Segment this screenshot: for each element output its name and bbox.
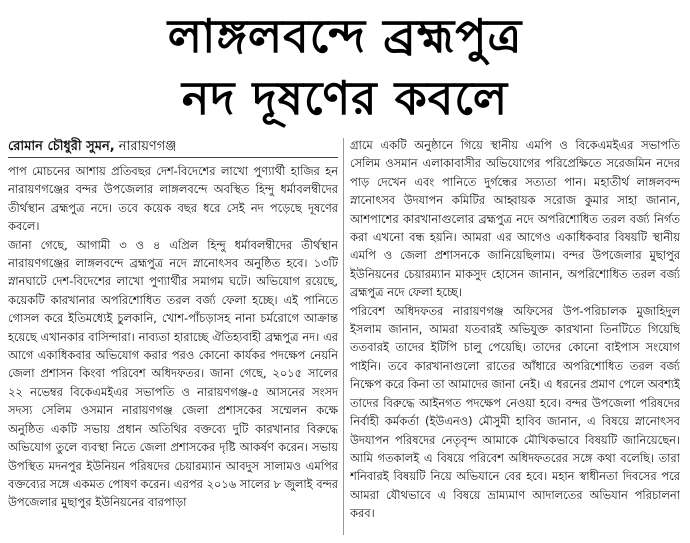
article-column-right [350,136,680,537]
article-column-left [8,162,338,537]
article-paragraph: জানা গেছে, আগামী ৩ ও ৪ এপ্রিল হিন্দু ধর্মাবলম্বীদের তীর্থস্থান নারায়ণগঞ্জের লাঙ্গলবন্দে ব্রহ্মপুত্র নদে স্নানোৎসব অনুষ্ঠিত হবে। ১৩টি স্নানঘাটে দেশ-বিদেশের লাখো পুণ্যার্থীর সমাগম ঘটে। অভিযোগ রয়েছে, কয়েকটি কারখানার অপরিশোধিত তরল বর্জ্য ফেলা হচ্ছে। এই পানিতে গোসল করে ইতিমধ্যেই চুলকানি, খোশ-পাঁচড়াসহ নানা চর্মরোগে আক্রান্ত হয়েছে এখানকার বাসিন্দারা। নাব্যতা হারাচ্ছে ঐতিহ্যবাহী ব্রহ্মপুত্র নদ। এর আগে একাধিকবার অভিযোগ করার পরও কোনো কার্যকর পদক্ষেপ নেয়নি জেলা প্রশাসন কিংবা পরিবেশ অধিদফতর। জানা গেছে, ২০১৫ সালের ২২ নভেম্বর বিকেএমইএর সভাপতি ও নারায়ণগঞ্জ-৫ আসনের সংসদ সদস্য সেলিম ওসমান নারায়ণগঞ্জ জেলা প্রশাসকের সম্মেলন কক্ষে অনুষ্ঠিত একটি সভায় প্রধান অতিথির বক্তব্যে দুটি কারখানার বিরুদ্ধে অভিযোগ তুলে ব্যবস্থা নিতে জেলা প্রশাসকের দৃষ্টি আকর্ষণ করেন। সভায় উপস্থিত মদনপুর ইউনিয়ন পরিষদের চেয়ারম্যান আবদুস সালামও এমপির বক্তব্যের সঙ্গে একমত পোষণ করেন। এরপর ২০১৬ সালের ৮ জুলাই বন্দর উপজেলার মুছাপুর ইউনিয়নের বারপাড়া [8,237,338,510]
headline-line-1: লাঙ্গলবন্দে ব্রহ্মপুত্র [167,9,523,63]
author-name: রোমান চৌধুরী সুমন, [8,139,115,154]
dateline-location: নারায়ণগঞ্জ [114,139,177,154]
byline [8,138,338,158]
article-paragraph: পাপ মোচনের আশায় প্রতিবছর দেশ-বিদেশের লাখো পুণ্যার্থী হাজির হন নারায়ণগঞ্জের বন্দর উপজেলার লাঙ্গলবন্দে অবস্থিত হিন্দু ধর্মাবলম্বীদের তীর্থস্থান ব্রহ্মপুত্র নদে। তবে কয়েক বছর ধরে সেই নদ পড়েছে দূষণের কবলে। [8,164,338,234]
article-paragraph: পরিবেশ অধিদফতর নারায়ণগঞ্জ অফিসের উপ-পরিচালক মুজাহিদুল ইসলাম জানান, আমরা যতবারই অভিযুক্ত কারখানা তিনটিতে গিয়েছি ততবারই তাদের ইটিপি চালু পেয়েছি। তাদের কোনো বাইপাস সংযোগ পাইনি। তবে কারখানাগুলো রাতের আঁধারে অপরিশোধিত তরল বর্জ্য নিক্ষেপ করে কিনা তা আমাদের জানা নেই। এ ধরনের প্রমাণ পেলে অবশ্যই তাদের বিরুদ্ধে আইনগত পদক্ষেপ নেওয়া হবে। বন্দর উপজেলা পরিষদের নির্বাহী কর্মকর্তা (ইউএনও) মৌসুমী হাবিব জানান, এ বিষয়ে স্নানোৎসব উদযাপন পরিষদের নেতৃবৃন্দ আমাকে মৌখিকভাবে বিষয়টি জানিয়েছেন। আমি গতকালই এ বিষয়ে পরিবেশ অধিদফতরের সঙ্গে কথা বলেছি। তারা শনিবারই বিষয়টি নিয়ে অভিযানে বের হবে। মহান স্বাধীনতা দিবসের পরে আমরা যৌথভাবে এ বিষয়ে ভ্রাম্যমাণ আদালতের অভিযান পরিচালনা করব। [350,303,680,521]
column-divider [343,138,344,535]
article-paragraph: গ্রামে একটি অনুষ্ঠানে গিয়ে স্থানীয় এমপি ও বিকেএমইএর সভাপতি সেলিম ওসমান এলাকাবাসীর অভিযোগের পরিপ্রেক্ষিতে সরেজমিন নদের পাড় দেখেন এবং পানিতে দুর্গন্ধের সত্যতা পান। মহাতীর্থ লাঙ্গলবন্দ স্নানোৎসব উদযাপন কমিটির আহ্বায়ক সরোজ কুমার সাহা জানান, আশপাশের কারখানাগুলোর ব্রহ্মপুত্র নদে অপরিশোধিত তরল বর্জ্য নির্গত করা এখনো বন্ধ হয়নি। আমরা এর আগেও একাধিকবার বিষয়টি স্থানীয় এমপি ও জেলা প্রশাসনকে জানিয়েছিলাম। বন্দর উপজেলার মুছাপুর ইউনিয়নের চেয়ারম্যান মাকসুদ হোসেন জানান, অপরিশোধিত তরল বর্জ্য ব্রহ্মপুত্র নদে ফেলা হচ্ছে। [350,138,680,300]
headline-line-2: নদ দূষণের কবলে [181,71,509,125]
